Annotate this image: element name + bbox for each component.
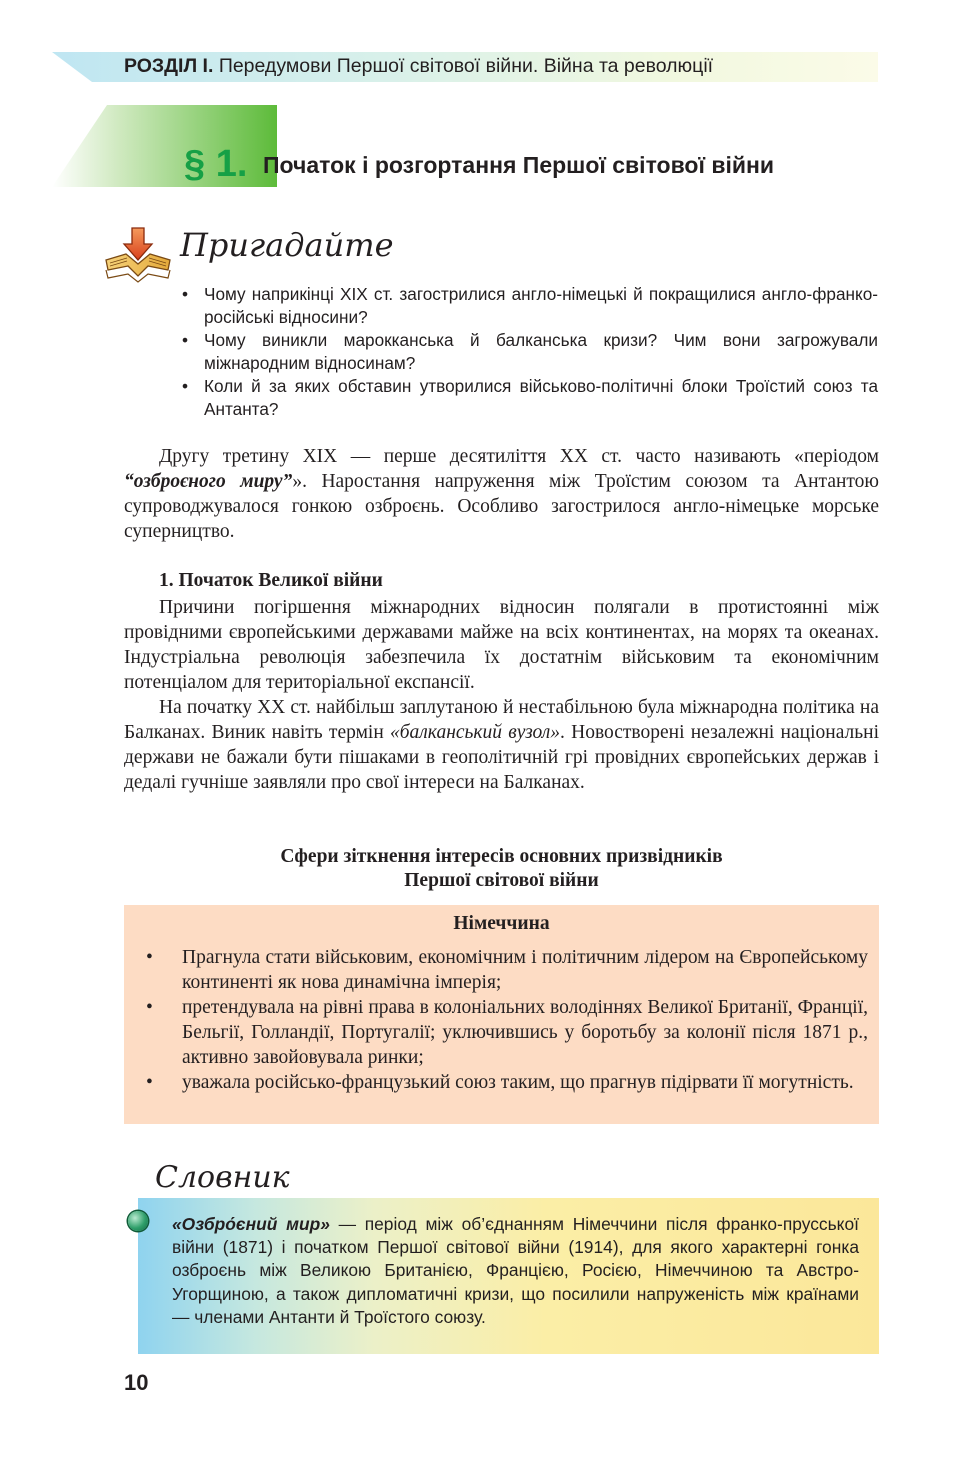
section-label: РОЗДІЛ І. — [124, 55, 214, 77]
dictionary-title: Словник — [155, 1160, 290, 1195]
subsection-paragraph-1: Причини погіршення міжнародних відносин полягали в протистоянні між провідними європейськими державами майже на всіх континентах, на морях та океанах. Індустріальна революція забезпечила їх достатнім військовим та економічним потенціалом для територіальної експансії. — [124, 597, 879, 693]
list-item: • Прагнула стати військовим, економічним і політичним лідером на Європейському континенті як нова динамічна імперія; — [146, 945, 868, 995]
intro-text-end: ». Наростання напруження між Троїстим союзом та Антантою супроводжувалося гонкою озброєнь. Особливо загострилося англо-німецьке морське суперництво. — [124, 471, 879, 542]
intro-text-start: Другу третину XIX — перше десятиліття XX ст. часто називають «періодом — [159, 446, 879, 467]
table-title-line-2: Першої світової війни — [404, 870, 599, 891]
list-item: • Коли й за яких обставин утворилися військово-політичні блоки Троїстий союз та Антанта? — [180, 375, 878, 421]
section-header — [124, 55, 713, 78]
subsection-heading: 1. Початок Великої війни — [159, 570, 383, 591]
list-item: • Чому виникли марокканська й балканська кризи? Чим вони загрожували міжнародним відносинам? — [180, 329, 878, 375]
table-title-line-1: Сфери зіткнення інтересів основних призвідників — [280, 846, 723, 867]
list-item: • Чому наприкінці XIX ст. загострилися англо-німецькі й покращилися англо-франко-російські відносини? — [180, 283, 878, 329]
remember-question-list — [180, 283, 878, 421]
subsection-p2-start: На початку XX ст. найбільш заплутаною й нестабільною була міжнародна політика на Балканах. Виник навіть термін — [124, 697, 879, 743]
germany-heading: Німеччина — [453, 913, 550, 934]
bullet-dot-icon — [128, 1211, 148, 1231]
section-title: Передумови Першої світової війни. Війна та революції — [218, 55, 714, 77]
table-title — [124, 845, 879, 893]
intro-emphasis: “озброєного миру” — [124, 471, 293, 492]
dictionary-definition: — період між об’єднанням Німеччини після франко-прусської війни (1871) і початком Першої світової війни (1914), для якого характерні гонка озброєнь між Великою Британією, Францією, Росією, Німеччиною та Австро-Угорщиною, а також дипломатичні кризи, що посилили напруженість між країнами — членами Антанти й Троїстого союзу. — [172, 1214, 859, 1327]
list-item: • претендувала на рівні права в колоніальних володіннях Великої Британії, Франції, Бельгії, Голландії, Португалії; уключившись у боротьбу за колонії після 1871 р., активно завойовувала ринки; — [146, 995, 868, 1070]
dictionary-term: «Озбро́єний мир» — [172, 1214, 330, 1234]
intro-paragraph — [124, 444, 879, 544]
germany-interest-list — [146, 945, 868, 1095]
subsection-p2-emphasis: «балканський вузол» — [390, 722, 560, 743]
page-number: 10 — [124, 1370, 149, 1395]
subsection-body — [124, 595, 879, 795]
list-item: • уважала російсько-французький союз таким, що прагнув підірвати її могутність. — [146, 1070, 868, 1095]
subsection-p2-end: . Новостворені незалежні національні держави не бажали бути пішаками в геополітичній грі провідних європейських держав і дедалі гучніше заявляли про свої інтереси на Балканах. — [124, 722, 879, 793]
paragraph-number: § 1. — [184, 143, 248, 185]
paragraph-title: Початок і розгортання Першої світової війни — [263, 152, 775, 178]
dictionary-entry — [172, 1213, 859, 1329]
remember-title: Пригадайте — [180, 226, 394, 264]
book-arrow-icon — [102, 226, 174, 284]
